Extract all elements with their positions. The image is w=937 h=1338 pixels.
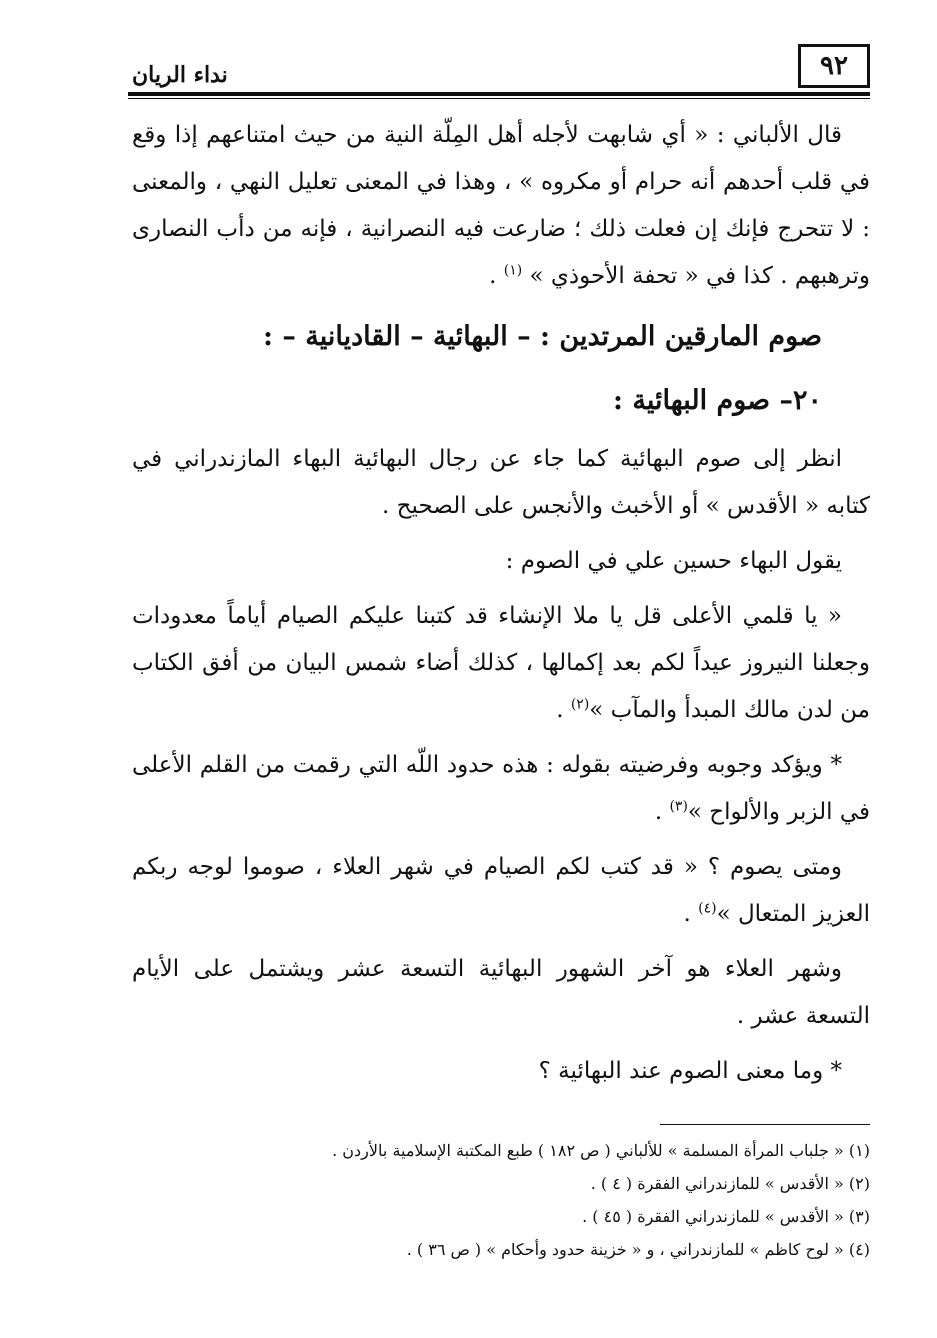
- header-rule-thin: [128, 98, 870, 99]
- paragraph-month-ala: وشهر العلاء هو آخر الشهور البهائية التسعة عشر ويشتمل على الأيام التسعة عشر .: [132, 956, 870, 1029]
- section-heading: صوم المارقين المرتدين : – البهائية – القاديانية – :: [262, 321, 822, 352]
- page-header: [128, 44, 870, 98]
- paragraph-baha-quote: « يا قلمي الأعلى قل يا ملا الإنشاء قد كتبنا عليكم الصيام أياماً معدودات وجعلنا النيروز عيداً لكم بعد إكمالها ، كذلك أضاء شمس البيان من أفق الكتاب من لدن مالك المبدأ والمآب »$^{(٢)}$ .: [132, 603, 870, 723]
- paragraph-question: * وما معنى الصوم عند البهائية ؟: [538, 1058, 842, 1084]
- footnote-1: (١) « جلباب المرأة المسلمة » للألباني ( ص ١٨٢ ) طبع المكتبة الإسلامية بالأردن .: [332, 1141, 870, 1160]
- running-title: نداء الريان: [132, 62, 228, 88]
- paragraph-intro: انظر إلى صوم البهائية كما جاء عن رجال البهائية البهاء المازندراني في كتابه « الأقدس » أو الأخبث والأنجس على الصحيح .: [132, 446, 870, 519]
- footnote-4: (٤) « لوح كاظم » للمازندراني ، و « خزينة حدود وأحكام » ( ص ٣٦ ) .: [406, 1240, 870, 1259]
- footnote-3: (٣) « الأقدس » للمازندراني الفقرة ( ٤٥ ) .: [582, 1207, 870, 1226]
- paragraph-albani-quote: قال الألباني : « أي شابهت لأجله أهل المِلّة النية من حيث امتناعهم إذا وقع في قلب أحدهم أنه حرام أو مكروه » ، وهذا في المعنى تعليل النهي ، والمعنى : لا تتحرج فإنك إن فعلت ذلك ؛ ضارعت فيه النصرانية ، فإنه من دأب النصارى وترهبهم . كذا في « تحفة الأحوذي » $^{(١)}$ .: [132, 122, 870, 289]
- footnote-ref-3: (٣): [669, 798, 688, 815]
- footnote-ref-2: (٢): [570, 696, 590, 713]
- footnote-ref-1: (١): [503, 262, 523, 279]
- subsection-heading: ٢٠– صوم البهائية :: [613, 385, 822, 416]
- footnote-separator: [660, 1124, 870, 1125]
- footnotes: [270, 1134, 870, 1266]
- header-rule: [128, 92, 870, 96]
- paragraph-baha-says: يقول البهاء حسين علي في الصوم :: [505, 548, 842, 574]
- paragraph-when-fast: ومتى يصوم ؟ « قد كتب لكم الصيام في شهر العلاء ، صوموا لوجه ربكم العزيز المتعال »$^{(٤)}$ .: [132, 854, 870, 927]
- main-text: [132, 112, 870, 1103]
- page-number: ٩٢: [798, 44, 870, 88]
- footnote-2: (٢) « الأقدس » للمازندراني الفقرة ( ٤ ) .: [590, 1174, 870, 1193]
- footnote-ref-4: (٤): [698, 900, 717, 917]
- paragraph-obligation: * ويؤكد وجوبه وفرضيته بقوله : هذه حدود اللّه التي رقمت من القلم الأعلى في الزبر والألواح »$^{(٣)}$ .: [132, 752, 870, 825]
